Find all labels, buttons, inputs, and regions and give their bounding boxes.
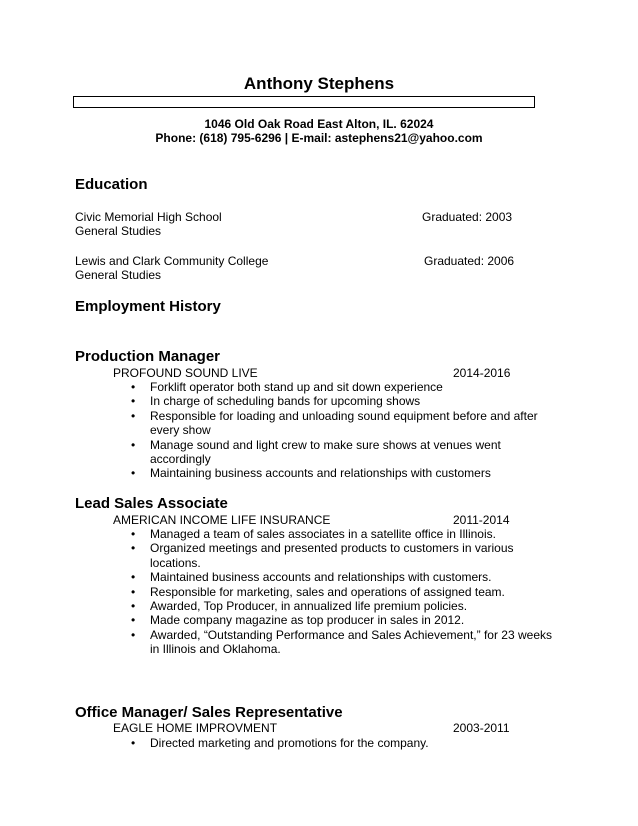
list-item: • Maintaining business accounts and relationships with customers xyxy=(131,466,561,480)
job-title: Lead Sales Associate xyxy=(75,495,228,512)
list-item: • Maintained business accounts and relationships with customers. xyxy=(131,570,561,584)
education-heading: Education xyxy=(75,176,148,193)
job-bullet-list xyxy=(131,380,561,481)
list-item: • Managed a team of sales associates in a satellite office in Illinois. xyxy=(131,527,561,541)
education-date: Graduated: 2006 xyxy=(424,254,515,268)
education-date: Graduated: 2003 xyxy=(422,210,513,224)
list-item: • Organized meetings and presented products to customers in various locations. xyxy=(131,541,561,570)
employment-heading: Employment History xyxy=(75,298,221,315)
job-dates: 2014-2016 xyxy=(453,366,511,380)
list-item: • Awarded, “Outstanding Performance and Sales Achievement,” for 23 weeks in Illinois and Oklahoma. xyxy=(131,628,561,657)
education-school: Lewis and Clark Community College xyxy=(75,254,269,268)
address-line: 1046 Old Oak Road East Alton, IL. 62024 xyxy=(204,117,434,131)
applicant-name: Anthony Stephens xyxy=(243,74,395,93)
job-title: Office Manager/ Sales Representative xyxy=(75,704,343,721)
job-company: PROFOUND SOUND LIVE xyxy=(113,366,258,380)
list-item: • Made company magazine as top producer in sales in 2012. xyxy=(131,613,561,627)
list-item: • Responsible for marketing, sales and operations of assigned team. xyxy=(131,585,561,599)
education-study: General Studies xyxy=(75,268,162,282)
job-company: AMERICAN INCOME LIFE INSURANCE xyxy=(113,513,331,527)
education-study: General Studies xyxy=(75,224,162,238)
job-bullet-list xyxy=(131,527,561,657)
job-dates: 2011-2014 xyxy=(453,513,510,527)
list-item: • In charge of scheduling bands for upcoming shows xyxy=(131,394,561,408)
list-item: • Responsible for loading and unloading sound equipment before and after every show xyxy=(131,409,561,438)
job-title: Production Manager xyxy=(75,348,221,365)
job-company: EAGLE HOME IMPROVMENT xyxy=(113,721,278,735)
list-item: • Awarded, Top Producer, in annualized life premium policies. xyxy=(131,599,561,613)
contact-line: Phone: (618) 795-6296 | E-mail: astephens21@yahoo.com xyxy=(155,131,483,145)
education-school: Civic Memorial High School xyxy=(75,210,222,224)
list-item: • Directed marketing and promotions for the company. xyxy=(131,736,561,750)
name-divider-box xyxy=(73,96,535,108)
job-bullet-list xyxy=(131,736,561,750)
list-item: • Manage sound and light crew to make sure shows at venues went accordingly xyxy=(131,438,561,467)
job-dates: 2003-2011 xyxy=(453,721,510,735)
list-item: • Forklift operator both stand up and sit down experience xyxy=(131,380,561,394)
